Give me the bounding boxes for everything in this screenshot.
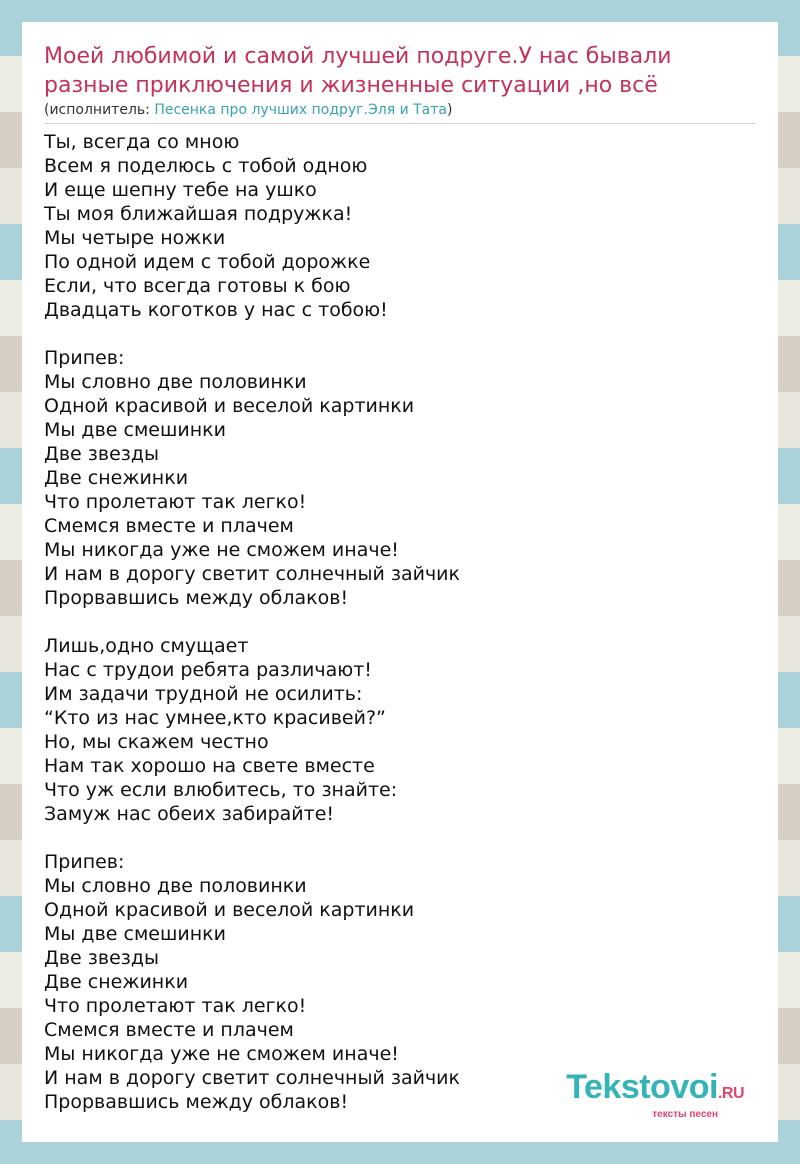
lyrics-card	[22, 22, 778, 1142]
logo-main-text: Tekstovoi	[566, 1068, 718, 1106]
site-logo[interactable]	[566, 1070, 744, 1120]
logo-wordmark	[566, 1070, 744, 1111]
song-title-line-1: Моей любимой и самой лучшей подруге.У нас бывали	[44, 44, 672, 69]
artist-prefix: (исполнитель:	[44, 102, 155, 118]
divider	[44, 123, 756, 124]
artist-line	[44, 101, 756, 119]
artist-link[interactable]: Песенка про лучших подруг.Эля и Тата	[154, 102, 447, 118]
song-title	[44, 42, 756, 100]
logo-domain: .RU	[717, 1085, 744, 1102]
lyrics-text: Ты, всегда со мною Всем я поделюсь с тобой одною И еще шепну тебе на ушко Ты моя ближайшая подружка! Мы четыре ножки По одной идем с тобой дорожке Если, что всегда готовы к бою Двадцать коготков у нас с тобою! Припев: Мы словно две половинки Одной красивой и веселой картинки Мы две смешинки Две звезды Две снежинки Что пролетают так легко! Смемся вместе и плачем Мы никогда уже не сможем иначе! И нам в дорогу светит солнечный зайчик Прорвавшись между облаков! Лишь,одно смущает Нас с трудои ребята различают! Им задачи трудной не осилить: “Кто из нас умнее,кто красивей?” Но, мы скажем честно Нам так хорошо на свете вместе Что уж если влюбитесь, то знайте: Замуж нас обеих забирайте! Припев: Мы словно две половинки Одной красивой и веселой картинки Мы две смешинки Две звезды Две снежинки Что пролетают так легко! Смемся вместе и плачем Мы никогда уже не сможем иначе! И нам в дорогу светит солнечный зайчик Прорвавшись между облаков!	[44, 131, 461, 1113]
logo-tagline: тексты песен	[652, 1109, 718, 1120]
artist-suffix: )	[447, 102, 453, 118]
song-title-line-2: разные приключения и жизненные ситуации ,но всё	[44, 73, 658, 98]
